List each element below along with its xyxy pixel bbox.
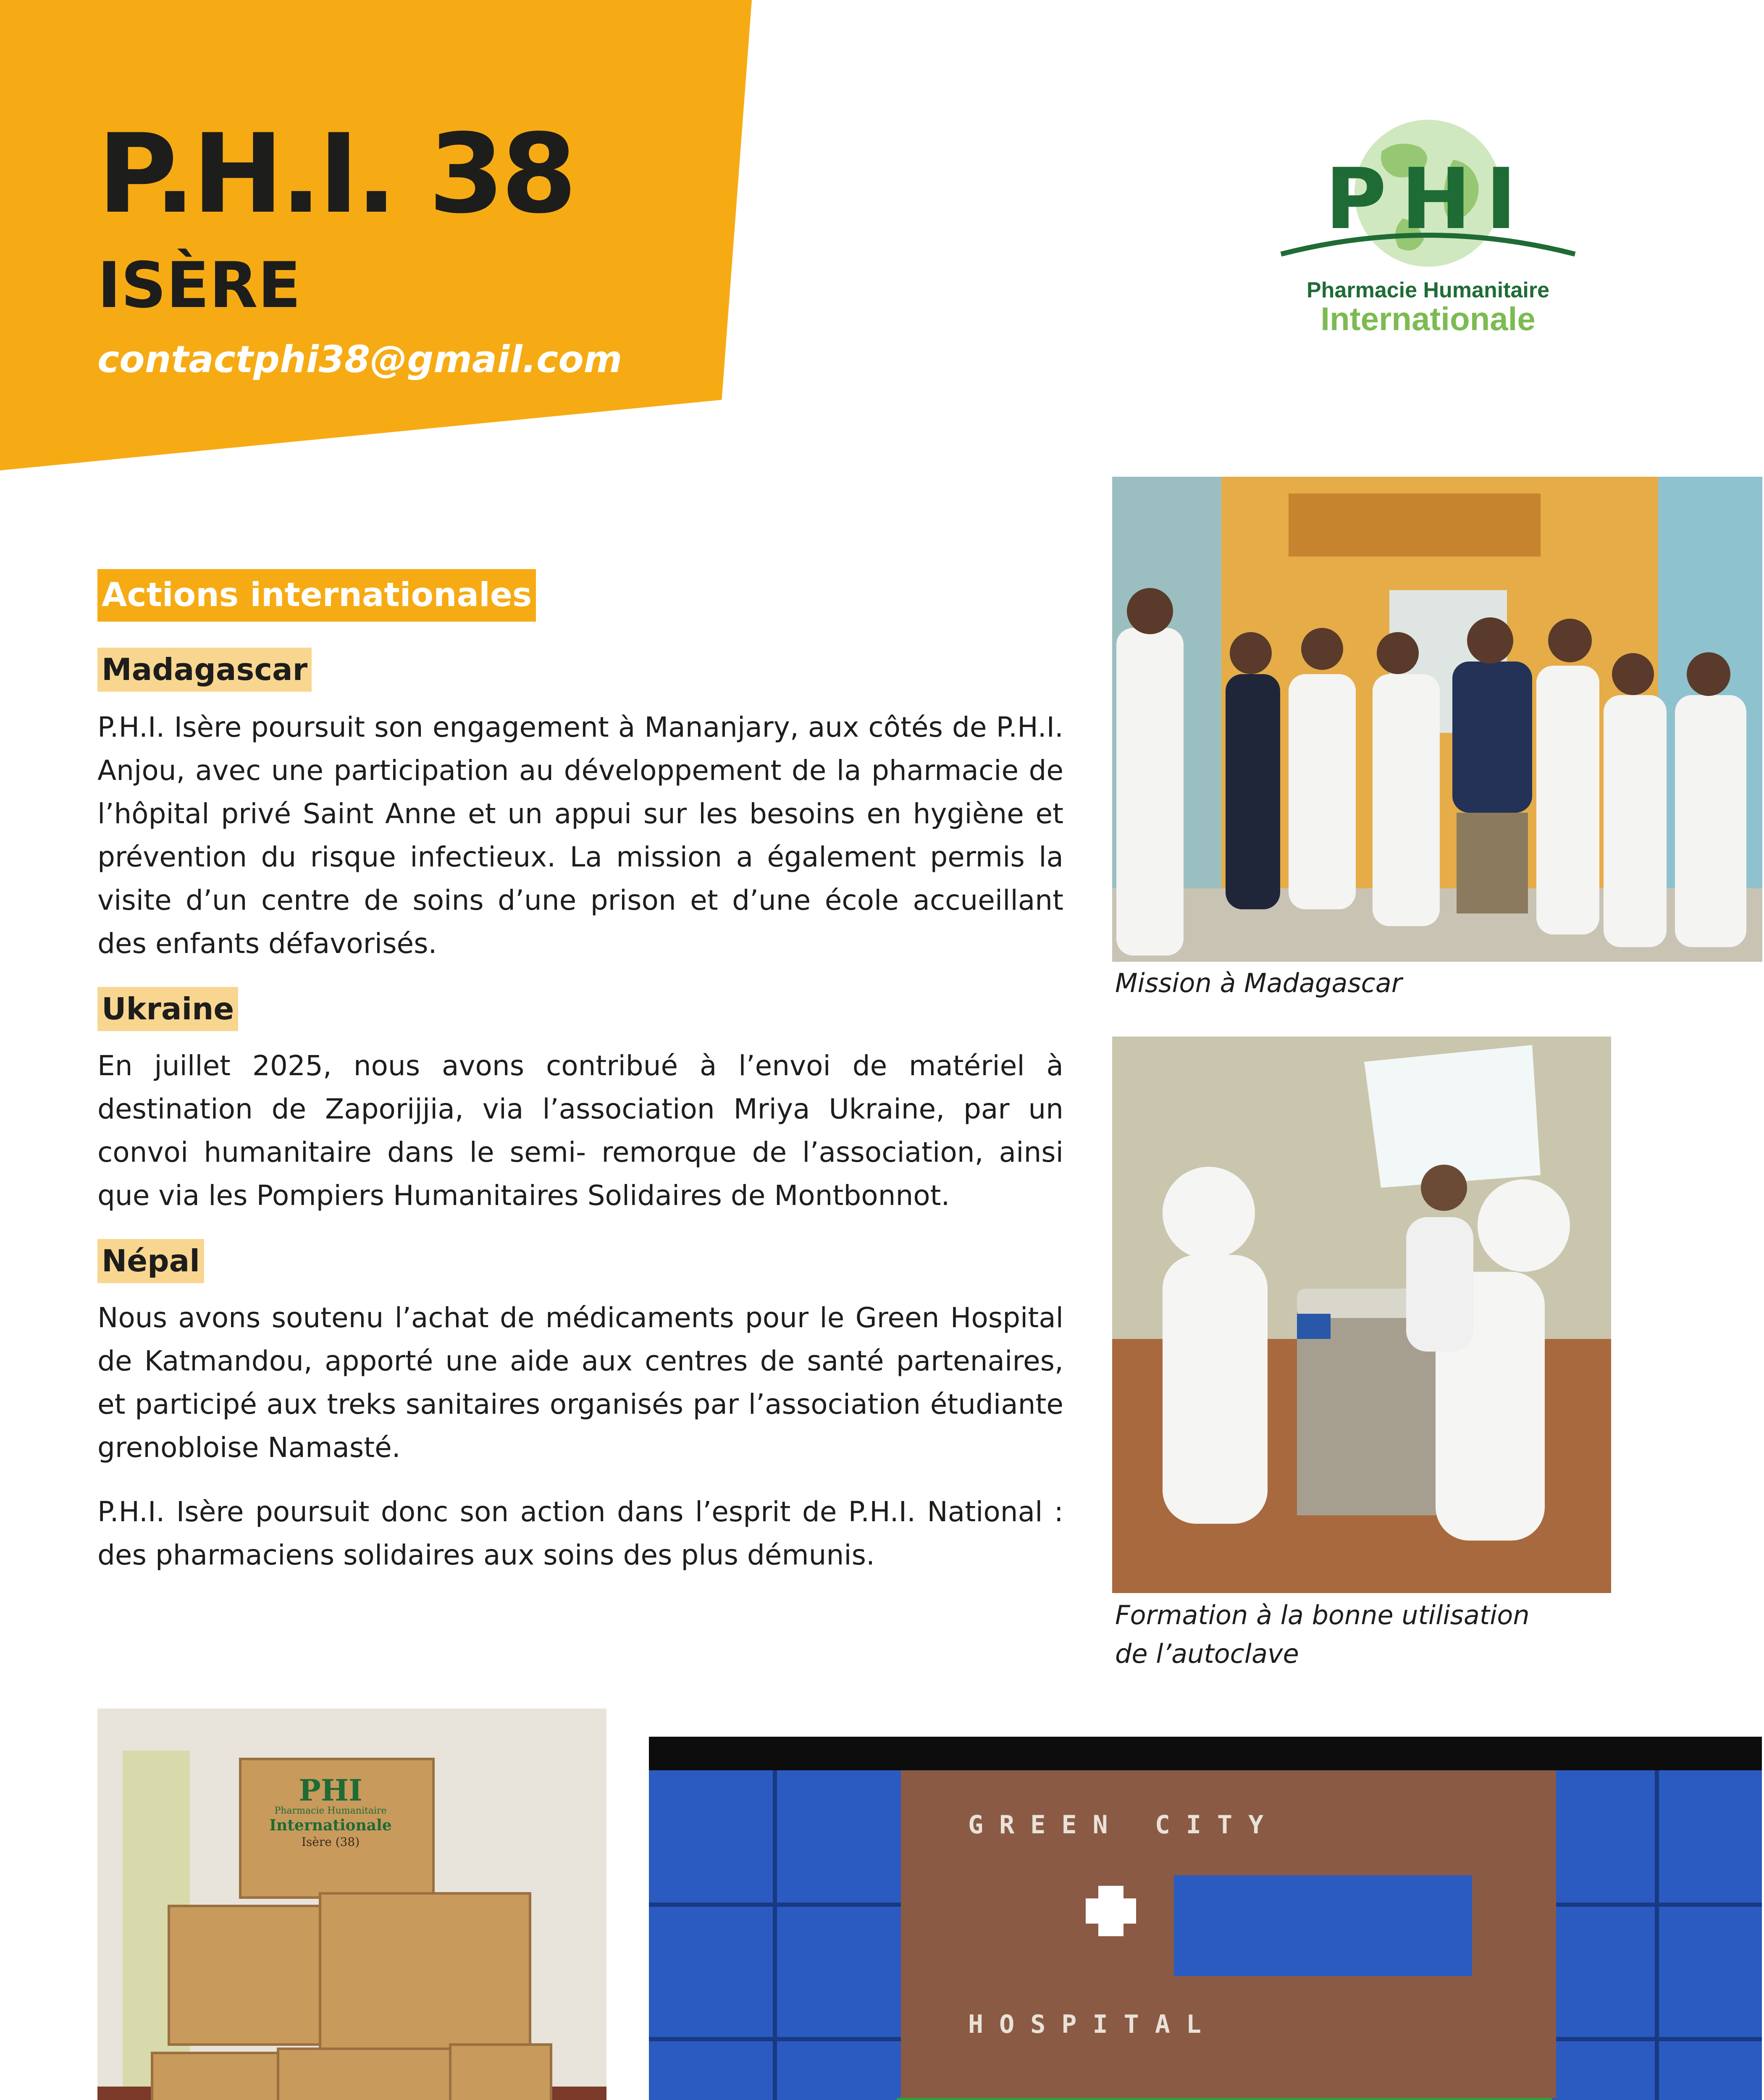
photo-supply-boxes [97, 1709, 606, 2100]
photo-madagascar-team [1112, 477, 1762, 962]
contact-email[interactable]: contactphi38@gmail.com [97, 338, 622, 381]
photo-green-city-hospital [649, 1737, 1762, 2100]
hospital-sign-bottom: HOSPITAL [968, 2010, 1217, 2039]
box-label-logo: PHI [299, 1773, 362, 1808]
caption-autoclave-line-2: de l’autoclave [1115, 1638, 1299, 1669]
logo-line-2: Internationale [1320, 300, 1536, 337]
section-title: Actions internationales [97, 569, 536, 622]
country-heading-madagascar: Madagascar [97, 648, 312, 692]
box-label [261, 1773, 400, 1850]
paragraph-conclusion: P.H.I. Isère poursuit donc son action dans l’esprit de P.H.I. National : des pharmaciens solidaires aux soins des plus démunis. [97, 1496, 1063, 1571]
caption-autoclave-line-1: Formation à la bonne utilisation [1115, 1600, 1530, 1630]
page-subtitle: ISÈRE [97, 249, 301, 322]
paragraph-nepal: Nous avons soutenu l’achat de médicaments pour le Green Hospital de Katmandou, apporté une aide aux centres de santé partenaires, et participé aux treks sanitaires organisés par l’association étudiante grenobloise Namasté. [97, 1302, 1063, 1464]
country-heading-ukraine: Ukraine [97, 987, 238, 1031]
phi-logo [1277, 113, 1579, 340]
country-heading-nepal: Népal [97, 1239, 204, 1283]
paragraph-madagascar: P.H.I. Isère poursuit son engagement à Mananjary, aux côtés de P.H.I. Anjou, avec une participation au développement de la pharmacie de l’hôpital privé Saint Anne et un appui sur les besoins en hygiène et prévention du risque infectieux. La mission a également permis la visite d’un centre de soins d’une prison et d’une école accueillant des enfants défavorisés. [97, 711, 1063, 960]
box-label-line-2: Internationale [269, 1816, 392, 1834]
box-label-line-3: Isère (38) [301, 1835, 360, 1849]
paragraph-ukraine: En juillet 2025, nous avons contribué à l’envoi de matériel à destination de Zaporijjia, via l’association Mriya Ukraine, par un convoi humanitaire dans le semi- remorque de l’association, ainsi que via les Pompiers Humanitaires Solidaires de Montbonnot. [97, 1050, 1063, 1212]
page-title: P.H.I. 38 [97, 111, 574, 238]
hospital-sign-top: GREEN CITY [968, 1810, 1280, 1840]
logo-line-1: Pharmacie Humanitaire [1306, 278, 1550, 302]
caption-madagascar: Mission à Madagascar [1115, 968, 1402, 998]
photo-autoclave-training [1112, 1037, 1611, 1593]
box-label-line-1: Pharmacie Humanitaire [274, 1806, 387, 1816]
logo-letters: PHI [1325, 150, 1531, 248]
